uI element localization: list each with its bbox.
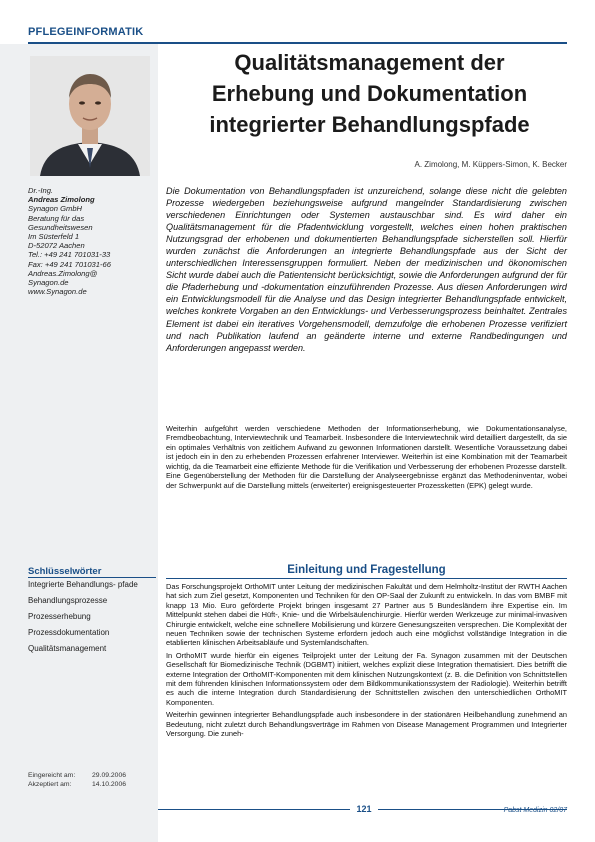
contact-line: www.Synagon.de bbox=[28, 287, 87, 297]
keyword-item: Prozesserhebung bbox=[28, 612, 91, 621]
body-paragraph: In OrthoMIT wurde hierfür ein eigenes Teilprojekt unter der Leitung der Fa. Synagon zusammen mit der Deutschen Gesellschaft für Biomedizinische Technik (DGBMT) initiiert, welches explizit diese Integration thematisiert. Dies betrifft die externe Integration der OrthoMIT-Komponenten mit dem klinischen Nutzungskontext (z. B. die Definition von Schnittstellen mit dem führenden klinischen Informationssystem oder dem Bildkommunikationssystem der Radiologie). Weiterhin betrifft es auch die interne Integration durch Standardisierung der Schnittstellen zwischen den unterschiedlichen OrthoMIT Komponenten. bbox=[166, 650, 567, 707]
contact-line: D-52072 Aachen bbox=[28, 241, 85, 251]
body-paragraph: Das Forschungsprojekt OrthoMIT unter Leitung der medizinischen Fakultät und dem Helmholtz-Institut der RWTH Aachen hat sich zum Ziel gesetzt, Komponenten und Techniken für den OP-Saal der Zukunft zu entwickeln. In das vom BMBF mit knapp 13 Mio. Euro geförderte Projekt bringen insgesamt 27 Partner aus 5 Bundesländern ihre Expertise ein. Im Mittelpunkt stehen dabei die Hüft-, Knie- und die Wirbelsäulenchirurgie. Hierfür werden Werkzeuge zur minimal-invasiven Chirurgie entwickelt, welche eine schnellere Mobilisierung und kürzere Genesungszeiten versprechen. Die Komplexität der neuen Techniken sowie der technischen Systeme erfordern jedoch auch eine möglichst vollständige Integration in die etablierten klinischen Arbeitsabläufe und Systemlandschaften. bbox=[166, 582, 567, 648]
received-value: 29.09.2006 bbox=[92, 772, 127, 779]
section-label: PFLEGEINFORMATIK bbox=[28, 26, 144, 38]
section-heading-rule bbox=[166, 578, 567, 579]
keywords-list bbox=[28, 580, 156, 660]
page-number: 121 bbox=[350, 804, 378, 816]
keyword-item: Behandlungsprozesse bbox=[28, 596, 108, 605]
title-line: Qualitätsmanagement der bbox=[234, 50, 505, 75]
keyword-item: Prozessdokumentation bbox=[28, 628, 110, 637]
contact-line: Beratung für das bbox=[28, 213, 85, 223]
contact-line: Gesundheitswesen bbox=[28, 222, 93, 232]
accepted-row bbox=[28, 780, 156, 789]
portrait-photo-icon bbox=[30, 56, 150, 176]
author-contact bbox=[28, 186, 156, 296]
contact-line: Im Süsterfeld 1 bbox=[28, 232, 80, 242]
keywords-rule bbox=[28, 577, 156, 578]
keyword-item: Integrierte Behandlungs- pfade bbox=[28, 580, 138, 589]
contact-line: Dr.-Ing. bbox=[28, 186, 54, 195]
section-heading: Einleitung und Fragestellung bbox=[287, 564, 446, 576]
title-line: Erhebung und Dokumentation bbox=[211, 81, 528, 106]
accepted-label: Akzeptiert am: bbox=[28, 781, 72, 788]
abstract: Die Dokumentation von Behandlungspfaden ist unzureichend, solange diese nicht die gelebten Prozesse wiedergeben beziehungsweise aufgrund mangelnder Standardisierung zwischen verschiedenen Einrichtungen oder Systemen austauschbar sind. Es wird daher ein Qualitätsmanagement für die Pfadentwicklung vorgestellt, welches einen hohen praktischen Nutzungsgrad der erhobenen und dokumentierten Behandlungspfade sicherstellen soll. Hierfür wurden zunächst die Anforderungen an integrierte Behandlungspfade aus der Sicht der unterschiedlichen Interessensgruppen formuliert. Neben der medizinischen und ökonomischen Sicht wurde dabei auch die Patientensicht berücksichtigt, sowie die Anforderungen aufgrund der für die Pfaderhebung und -dokumentation einzuführenden Prozesse. Aus diesen Anforderungen wird ein Entwicklungsmodell für die Analyse und das Design integrierter Behandlungspfade entwickelt, welches konkrete Vorgaben an den Entwicklungs- und Verbesserungsprozess beinhaltet. Zentrales Element ist dabei ein iteratives Vorgehensmodell, demzufolge die erhobenen Prozesse verifiziert und nach Publikation laufend an geänderte interne und externe Randbedingungen und Anforderungen angepasst werden. bbox=[166, 186, 567, 353]
submission-dates bbox=[28, 771, 156, 789]
author-photo bbox=[30, 56, 150, 176]
received-row bbox=[28, 771, 156, 780]
body-paragraph: Weiterhin gewinnen integrierter Behandlungspfade auch insbesondere in der stationären Heilbehandlung zunehmend an Bedeutung, nicht zuletzt durch Behandlungsverträge im Rahmen von Disease Management Programmen und Integrierter Versorgung. Die zuneh- bbox=[166, 710, 567, 739]
contact-line: Andreas.Zimolong@ bbox=[28, 268, 98, 278]
contact-line: Tel.: +49 241 701031-33 bbox=[28, 250, 111, 260]
keywords-title: Schlüsselwörter bbox=[28, 566, 102, 577]
accepted-value: 14.10.2006 bbox=[92, 781, 127, 788]
title-line: integrierter Behandlungspfade bbox=[209, 112, 530, 137]
contact-line: Fax: +49 241 701031-66 bbox=[28, 259, 111, 269]
section-body bbox=[166, 582, 567, 742]
author-list: A. Zimolong, M. Küppers-Simon, K. Becker bbox=[414, 160, 567, 169]
journal-name: Pabst Medizin 02/07 bbox=[503, 807, 567, 814]
contact-line: Synagon GmbH bbox=[28, 204, 83, 214]
received-label: Eingereicht am: bbox=[28, 772, 76, 779]
contact-name: Andreas Zimolong bbox=[28, 195, 95, 205]
top-rule bbox=[28, 42, 567, 44]
intro-paragraph: Weiterhin aufgeführt werden verschiedene Methoden der Informationserhebung, wie Dokumentationsanalyse, Fremdbeobachtung, Interviewtechnik und Teamarbeit. Insbesondere die Interviewtechnik wird detailliert dargestellt, da sie ein optimales Verhältnis von zeitlichem Aufwand zu gewonnen Informationen darstellt. Wesentliche Voraussetzung dabei ist jedoch ein in den zu erhebenden Prozessen erfahrener Interviewer. Weiterhin ist eine Kombination mit der Teamarbeit wichtig, da die Teamarbeit eine effiziente Methode für die Verifikation und Verbesserung der erhobenen Prozesse darstellt. Eine Gegenüberstellung der Methoden für die Darstellung der Analyseergebnisse ergänzt das Methodeninventar, wobei der Schwerpunkt auf die Darstellung mittels (erweiterter) ereignisgesteuerter Prozessketten (EPK) gelegt wurde. bbox=[166, 424, 567, 490]
keyword-item: Qualitätsmanagement bbox=[28, 644, 107, 653]
article-title bbox=[172, 47, 567, 140]
contact-line: Synagon.de bbox=[28, 278, 69, 288]
